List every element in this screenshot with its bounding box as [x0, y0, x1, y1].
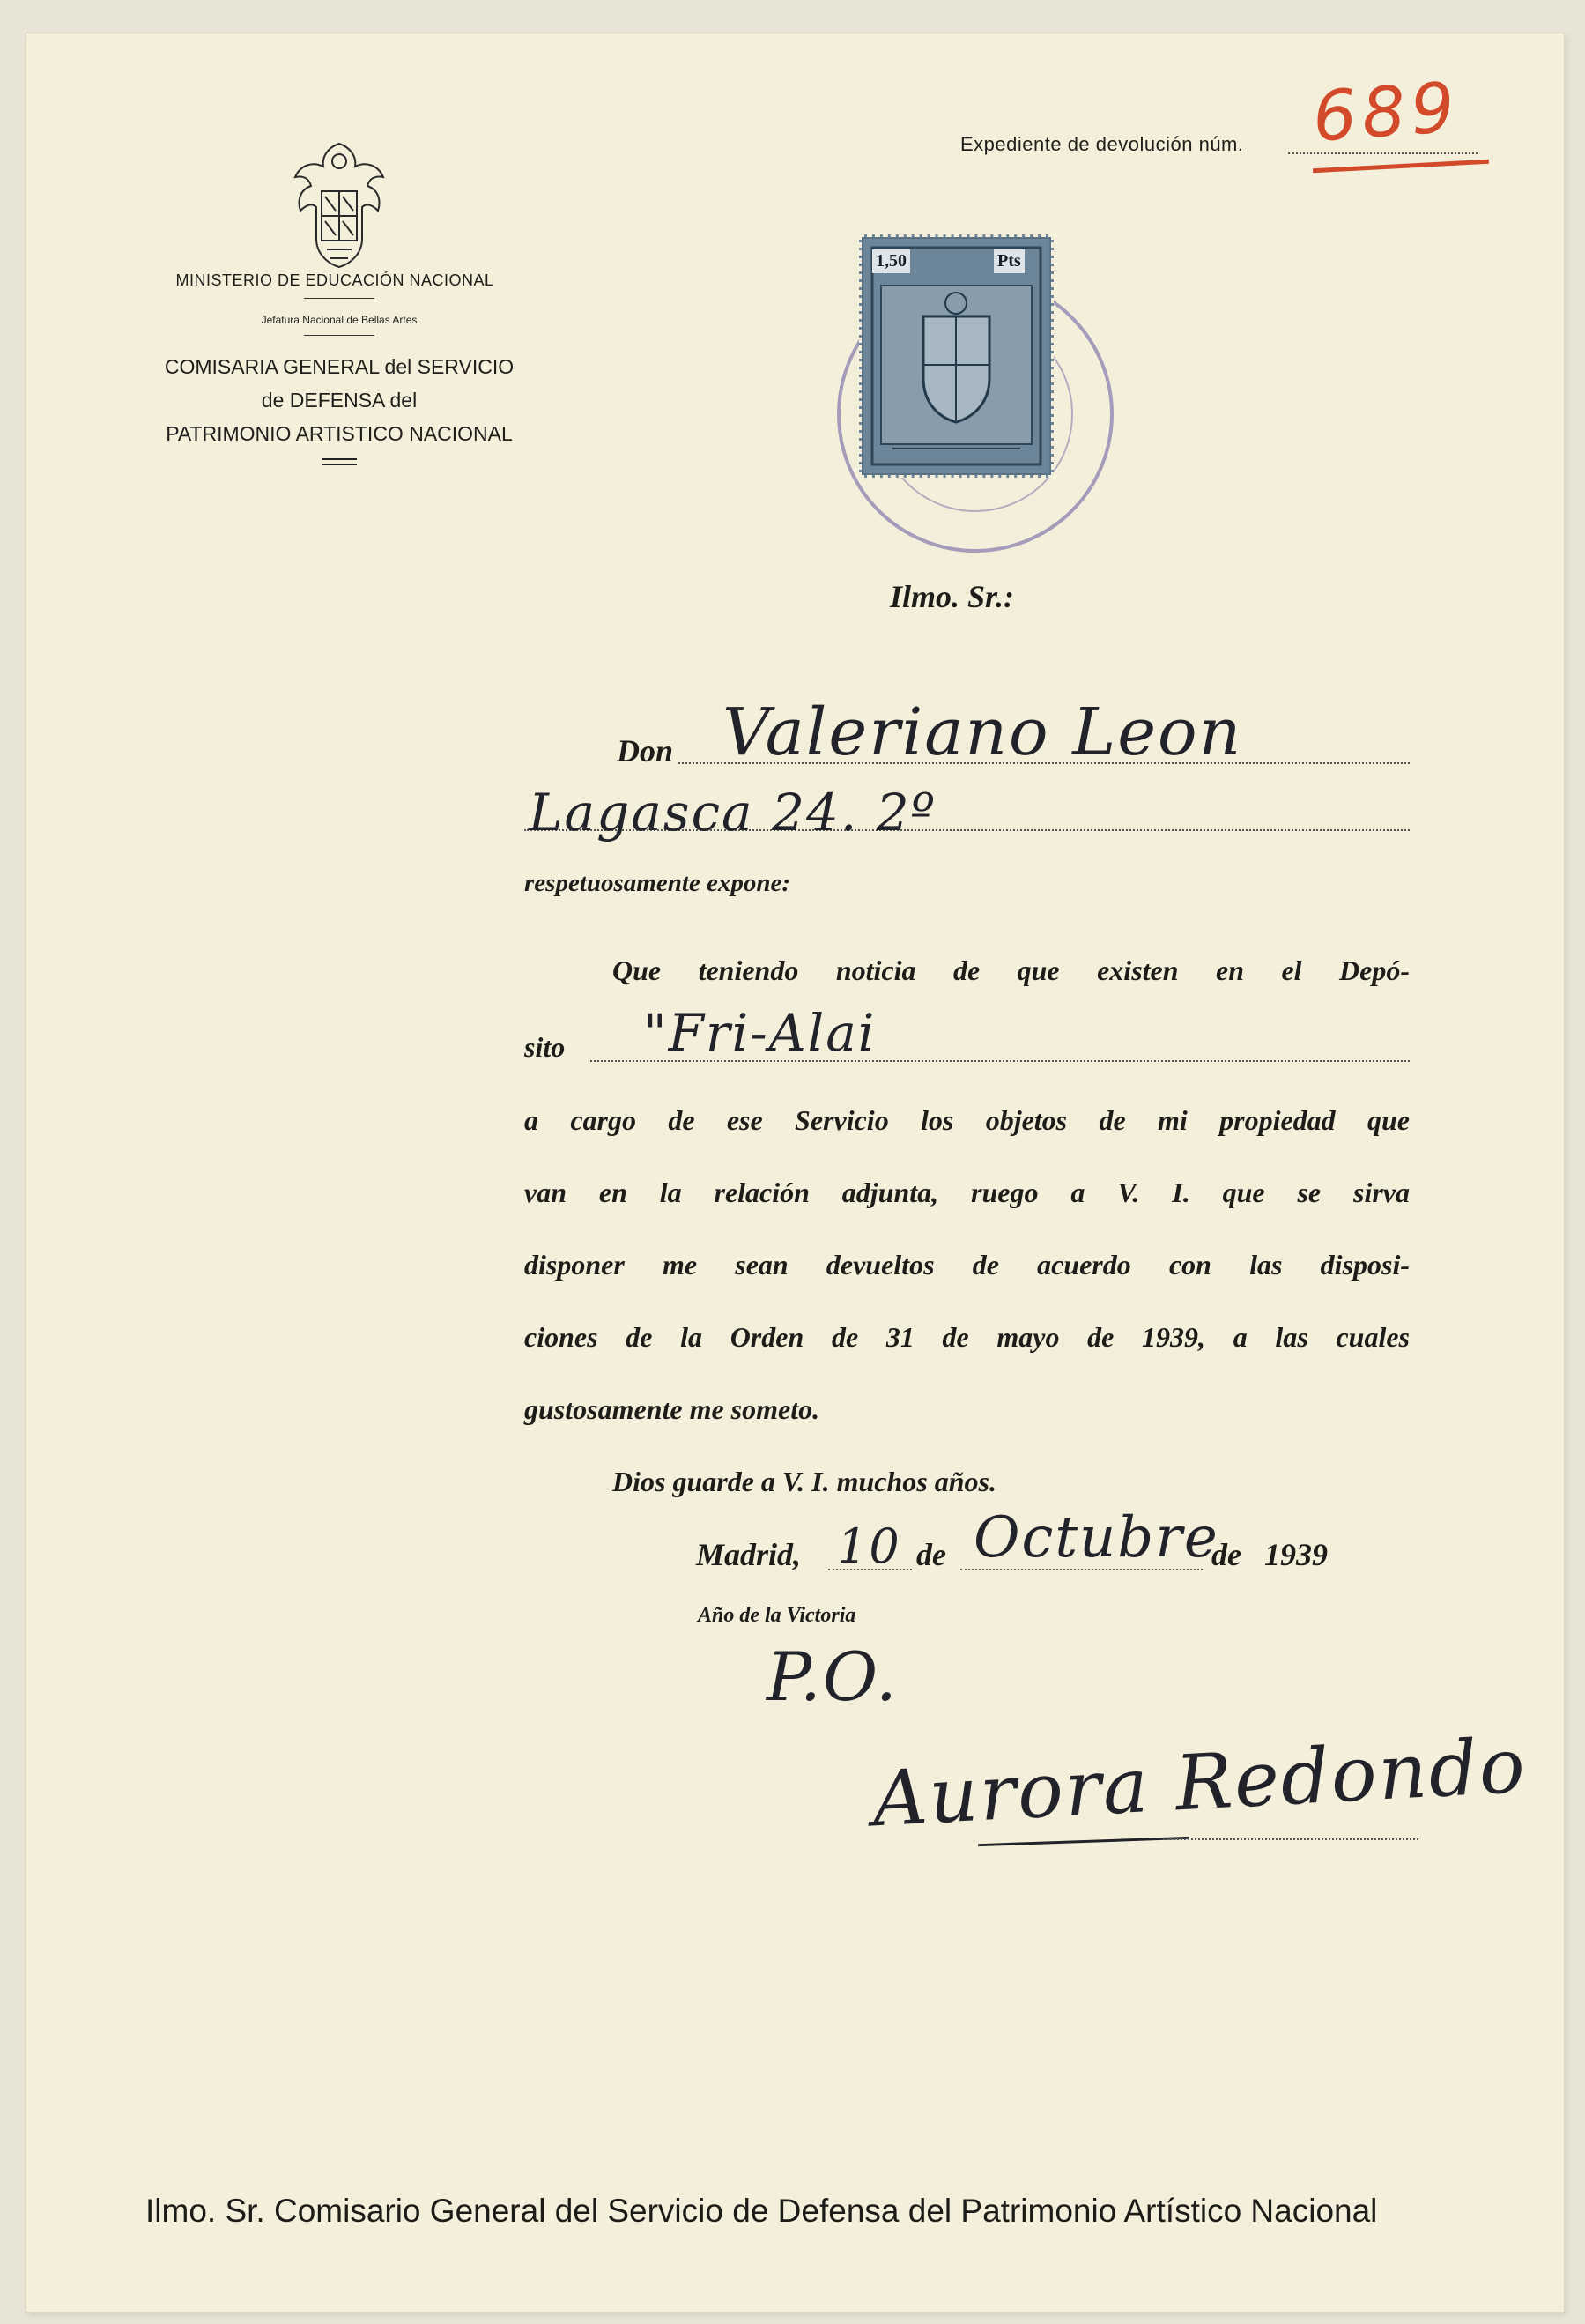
don-label: Don — [617, 733, 674, 768]
date-year: 1939 — [1264, 1537, 1328, 1572]
header-rule — [304, 298, 374, 299]
signature-flourish — [978, 1837, 1189, 1846]
jefatura-name: Jefatura Nacional de Bellas Artes — [261, 314, 418, 326]
ministry-name: MINISTERIO DE EDUCACIÓN NACIONAL — [175, 271, 494, 289]
comisaria-line-1: COMISARIA GENERAL del SERVICIO — [164, 355, 515, 378]
body-line-7: gustosamente me someto. — [524, 1393, 820, 1425]
requester-name: Valeriano Leon — [722, 694, 1243, 770]
stamp-value: 1,50 — [872, 249, 910, 273]
signature: Aurora Redondo — [870, 1721, 1529, 1845]
per-order-mark: P.O. — [767, 1637, 899, 1716]
date-de-1: de — [916, 1537, 946, 1572]
date-day: 10 — [837, 1518, 901, 1574]
header-rule — [304, 335, 374, 336]
requester-address: Lagasca 24. 2º — [529, 783, 937, 843]
closing-line: Dios guarde a V. I. muchos años. — [612, 1466, 996, 1497]
body-line-5: disponer me sean devueltos de acuerdo con las disposi- — [524, 1249, 1410, 1281]
expone-line: respetuosamente expone: — [524, 869, 791, 897]
comisaria-line-2: de DEFENSA del — [261, 389, 418, 412]
date-de-2: de — [1211, 1537, 1241, 1572]
body-line-3: a cargo de ese Servicio los objetos de mi propiedad que — [524, 1104, 1410, 1136]
body-line-2-deposito-label: sito — [524, 1031, 566, 1063]
body-line-1: Que teniendo noticia de que existen en el Depó- — [612, 954, 1410, 986]
file-number-underline — [1313, 160, 1489, 173]
coat-of-arms-emblem — [286, 135, 392, 280]
deposito-name: "Fri-Alai — [643, 1003, 877, 1063]
header-double-rule — [322, 458, 357, 465]
salutation: Ilmo. Sr.: — [890, 579, 1015, 614]
file-number-label: Expediente de devolución núm. — [960, 133, 1244, 155]
stamp-unit: Pts — [994, 249, 1025, 273]
date-month: Octubre — [974, 1505, 1219, 1570]
file-number-handwritten: 689 — [1310, 68, 1463, 158]
body-line-6: ciones de la Orden de 31 de mayo de 1939, a las cuales — [524, 1321, 1410, 1353]
footer-addressee: Ilmo. Sr. Comisario General del Servicio de Defensa del Patrimonio Artístico Nacional — [145, 2193, 1378, 2229]
body-line-4: van en la relación adjunta, ruego a V. I. que se sirva — [524, 1177, 1410, 1208]
signature-dots — [1163, 1838, 1418, 1840]
date-place: Madrid, — [696, 1537, 802, 1572]
year-note: Año de la Victoria — [698, 1604, 856, 1627]
document-page — [26, 33, 1564, 2312]
comisaria-line-3: PATRIMONIO ARTISTICO NACIONAL — [166, 422, 513, 445]
